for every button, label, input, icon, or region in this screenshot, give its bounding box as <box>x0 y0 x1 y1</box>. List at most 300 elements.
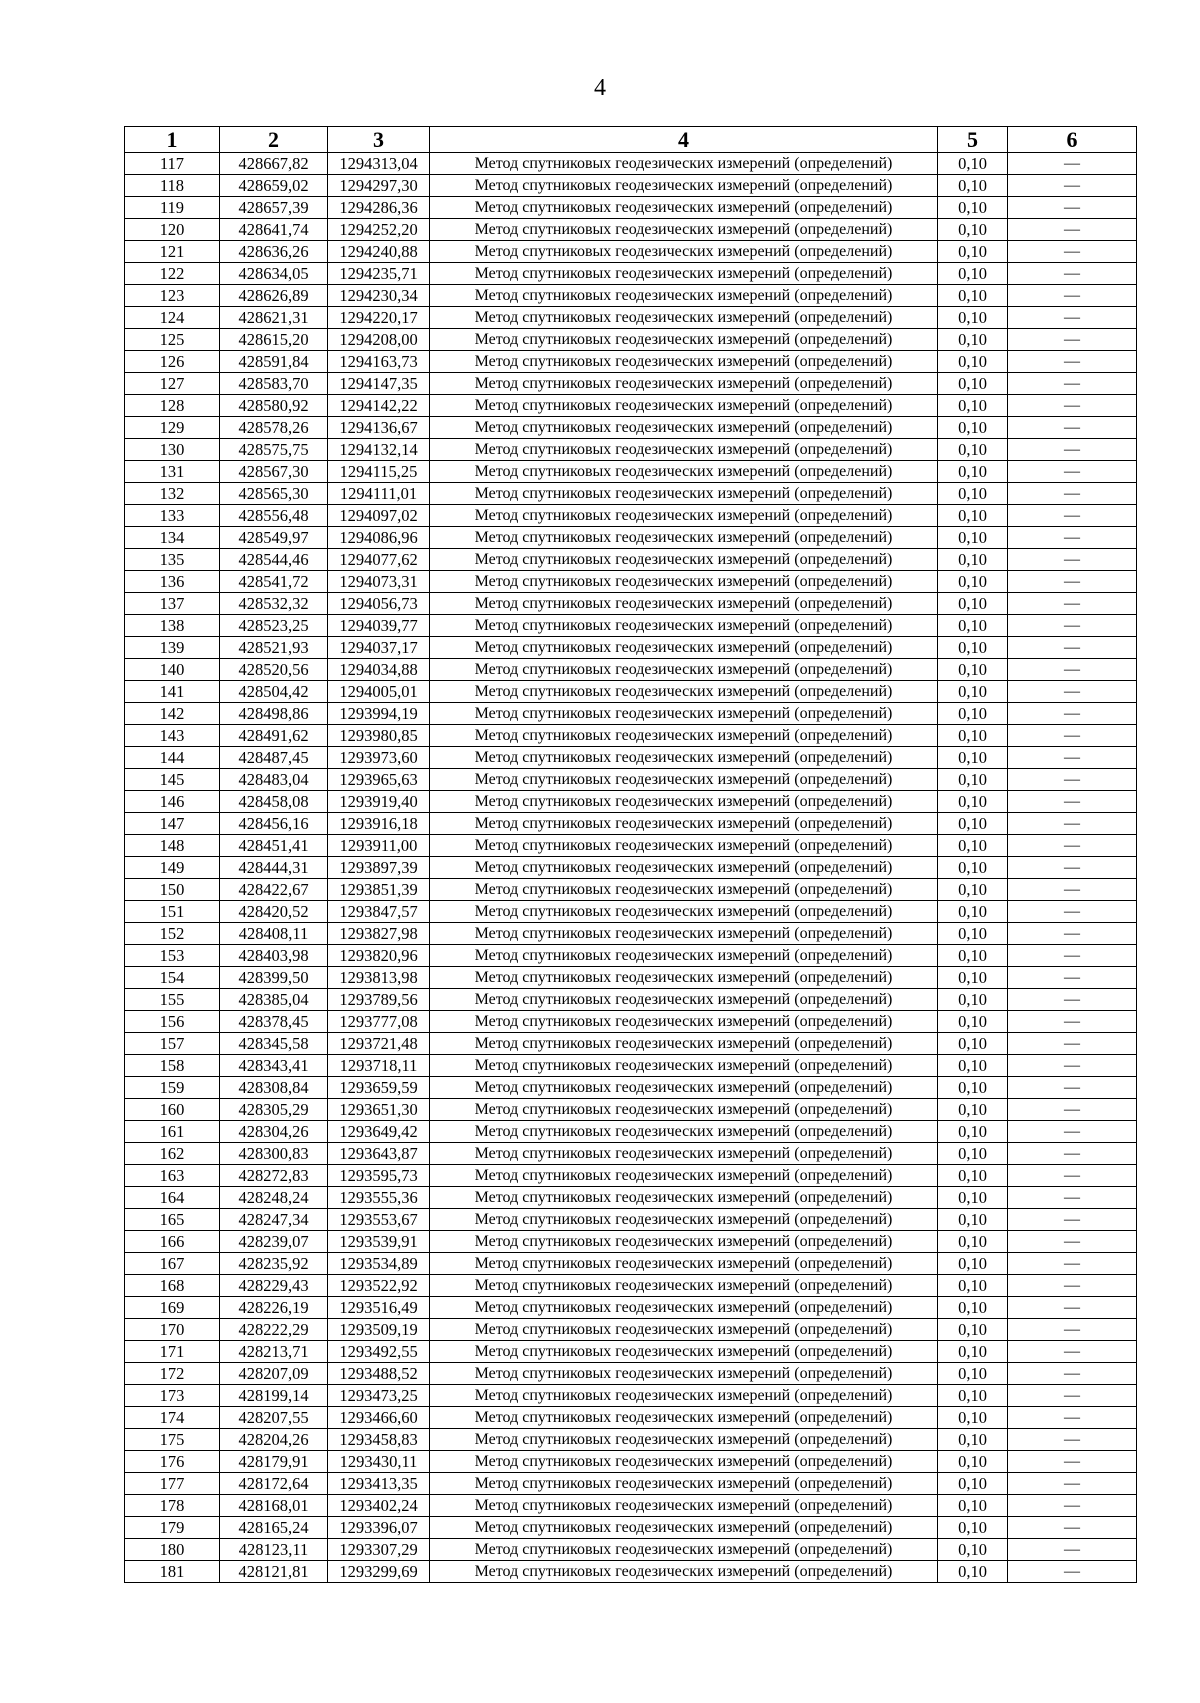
accuracy-cell: 0,10 <box>938 1077 1008 1099</box>
y-coordinate-cell: 1293555,36 <box>328 1187 430 1209</box>
note-cell: — <box>1008 1187 1137 1209</box>
point-number-cell: 128 <box>125 395 220 417</box>
method-cell: Метод спутниковых геодезических измерений (определений) <box>430 791 938 813</box>
table-row <box>125 659 1137 681</box>
x-coordinate-cell: 428667,82 <box>220 153 328 175</box>
point-number-cell: 125 <box>125 329 220 351</box>
x-coordinate-cell: 428578,26 <box>220 417 328 439</box>
accuracy-cell: 0,10 <box>938 835 1008 857</box>
note-cell: — <box>1008 747 1137 769</box>
y-coordinate-cell: 1294313,04 <box>328 153 430 175</box>
x-coordinate-cell: 428343,41 <box>220 1055 328 1077</box>
accuracy-cell: 0,10 <box>938 813 1008 835</box>
table-row <box>125 703 1137 725</box>
y-coordinate-cell: 1293820,96 <box>328 945 430 967</box>
note-cell: — <box>1008 1561 1137 1583</box>
point-number-cell: 131 <box>125 461 220 483</box>
note-cell: — <box>1008 1495 1137 1517</box>
x-coordinate-cell: 428626,89 <box>220 285 328 307</box>
y-coordinate-cell: 1293553,67 <box>328 1209 430 1231</box>
x-coordinate-cell: 428657,39 <box>220 197 328 219</box>
y-coordinate-cell: 1293402,24 <box>328 1495 430 1517</box>
accuracy-cell: 0,10 <box>938 461 1008 483</box>
method-cell: Метод спутниковых геодезических измерений (определений) <box>430 1473 938 1495</box>
accuracy-cell: 0,10 <box>938 505 1008 527</box>
table-row <box>125 593 1137 615</box>
x-coordinate-cell: 428272,83 <box>220 1165 328 1187</box>
note-cell: — <box>1008 439 1137 461</box>
accuracy-cell: 0,10 <box>938 1055 1008 1077</box>
method-cell: Метод спутниковых геодезических измерений (определений) <box>430 395 938 417</box>
method-cell: Метод спутниковых геодезических измерений (определений) <box>430 483 938 505</box>
y-coordinate-cell: 1294286,36 <box>328 197 430 219</box>
point-number-cell: 160 <box>125 1099 220 1121</box>
y-coordinate-cell: 1294111,01 <box>328 483 430 505</box>
x-coordinate-cell: 428520,56 <box>220 659 328 681</box>
accuracy-cell: 0,10 <box>938 439 1008 461</box>
point-number-cell: 127 <box>125 373 220 395</box>
x-coordinate-cell: 428504,42 <box>220 681 328 703</box>
accuracy-cell: 0,10 <box>938 769 1008 791</box>
x-coordinate-cell: 428636,26 <box>220 241 328 263</box>
accuracy-cell: 0,10 <box>938 285 1008 307</box>
method-cell: Метод спутниковых геодезических измерений (определений) <box>430 703 938 725</box>
table-row <box>125 1121 1137 1143</box>
method-cell: Метод спутниковых геодезических измерений (определений) <box>430 197 938 219</box>
method-cell: Метод спутниковых геодезических измерений (определений) <box>430 835 938 857</box>
y-coordinate-cell: 1294230,34 <box>328 285 430 307</box>
note-cell: — <box>1008 1011 1137 1033</box>
note-cell: — <box>1008 1341 1137 1363</box>
x-coordinate-cell: 428422,67 <box>220 879 328 901</box>
y-coordinate-cell: 1293539,91 <box>328 1231 430 1253</box>
point-number-cell: 140 <box>125 659 220 681</box>
point-number-cell: 161 <box>125 1121 220 1143</box>
note-cell: — <box>1008 725 1137 747</box>
table-row <box>125 285 1137 307</box>
accuracy-cell: 0,10 <box>938 1473 1008 1495</box>
table-row <box>125 153 1137 175</box>
note-cell: — <box>1008 681 1137 703</box>
note-cell: — <box>1008 1407 1137 1429</box>
x-coordinate-cell: 428420,52 <box>220 901 328 923</box>
point-number-cell: 171 <box>125 1341 220 1363</box>
y-coordinate-cell: 1293973,60 <box>328 747 430 769</box>
method-cell: Метод спутниковых геодезических измерений (определений) <box>430 615 938 637</box>
method-cell: Метод спутниковых геодезических измерений (определений) <box>430 967 938 989</box>
y-coordinate-cell: 1294077,62 <box>328 549 430 571</box>
note-cell: — <box>1008 945 1137 967</box>
y-coordinate-cell: 1293847,57 <box>328 901 430 923</box>
accuracy-cell: 0,10 <box>938 571 1008 593</box>
note-cell: — <box>1008 307 1137 329</box>
accuracy-cell: 0,10 <box>938 175 1008 197</box>
point-number-cell: 138 <box>125 615 220 637</box>
table-row <box>125 835 1137 857</box>
point-number-cell: 156 <box>125 1011 220 1033</box>
y-coordinate-cell: 1293509,19 <box>328 1319 430 1341</box>
y-coordinate-cell: 1293965,63 <box>328 769 430 791</box>
table-row <box>125 1297 1137 1319</box>
method-cell: Метод спутниковых геодезических измерений (определений) <box>430 813 938 835</box>
accuracy-cell: 0,10 <box>938 549 1008 571</box>
method-cell: Метод спутниковых геодезических измерений (определений) <box>430 1011 938 1033</box>
y-coordinate-cell: 1293516,49 <box>328 1297 430 1319</box>
table-row <box>125 175 1137 197</box>
y-coordinate-cell: 1293789,56 <box>328 989 430 1011</box>
note-cell: — <box>1008 351 1137 373</box>
accuracy-cell: 0,10 <box>938 659 1008 681</box>
method-cell: Метод спутниковых геодезических измерений (определений) <box>430 593 938 615</box>
table-row <box>125 1231 1137 1253</box>
accuracy-cell: 0,10 <box>938 747 1008 769</box>
column-header-4: 4 <box>430 127 938 153</box>
y-coordinate-cell: 1293413,35 <box>328 1473 430 1495</box>
accuracy-cell: 0,10 <box>938 879 1008 901</box>
note-cell: — <box>1008 989 1137 1011</box>
accuracy-cell: 0,10 <box>938 1231 1008 1253</box>
point-number-cell: 122 <box>125 263 220 285</box>
table-row <box>125 769 1137 791</box>
table-row <box>125 1033 1137 1055</box>
note-cell: — <box>1008 417 1137 439</box>
method-cell: Метод спутниковых геодезических измерений (определений) <box>430 263 938 285</box>
point-number-cell: 124 <box>125 307 220 329</box>
table-row <box>125 1451 1137 1473</box>
point-number-cell: 129 <box>125 417 220 439</box>
method-cell: Метод спутниковых геодезических измерений (определений) <box>430 945 938 967</box>
note-cell: — <box>1008 197 1137 219</box>
y-coordinate-cell: 1293473,25 <box>328 1385 430 1407</box>
note-cell: — <box>1008 549 1137 571</box>
note-cell: — <box>1008 967 1137 989</box>
x-coordinate-cell: 428444,31 <box>220 857 328 879</box>
point-number-cell: 153 <box>125 945 220 967</box>
note-cell: — <box>1008 923 1137 945</box>
method-cell: Метод спутниковых геодезических измерений (определений) <box>430 329 938 351</box>
method-cell: Метод спутниковых геодезических измерений (определений) <box>430 769 938 791</box>
x-coordinate-cell: 428300,83 <box>220 1143 328 1165</box>
method-cell: Метод спутниковых геодезических измерений (определений) <box>430 1407 938 1429</box>
method-cell: Метод спутниковых геодезических измерений (определений) <box>430 439 938 461</box>
method-cell: Метод спутниковых геодезических измерений (определений) <box>430 219 938 241</box>
point-number-cell: 143 <box>125 725 220 747</box>
point-number-cell: 159 <box>125 1077 220 1099</box>
accuracy-cell: 0,10 <box>938 1385 1008 1407</box>
y-coordinate-cell: 1294039,77 <box>328 615 430 637</box>
point-number-cell: 142 <box>125 703 220 725</box>
y-coordinate-cell: 1294005,01 <box>328 681 430 703</box>
accuracy-cell: 0,10 <box>938 681 1008 703</box>
point-number-cell: 166 <box>125 1231 220 1253</box>
x-coordinate-cell: 428172,64 <box>220 1473 328 1495</box>
x-coordinate-cell: 428304,26 <box>220 1121 328 1143</box>
method-cell: Метод спутниковых геодезических измерений (определений) <box>430 1165 938 1187</box>
accuracy-cell: 0,10 <box>938 329 1008 351</box>
x-coordinate-cell: 428408,11 <box>220 923 328 945</box>
method-cell: Метод спутниковых геодезических измерений (определений) <box>430 307 938 329</box>
point-number-cell: 152 <box>125 923 220 945</box>
accuracy-cell: 0,10 <box>938 593 1008 615</box>
x-coordinate-cell: 428235,92 <box>220 1253 328 1275</box>
x-coordinate-cell: 428403,98 <box>220 945 328 967</box>
x-coordinate-cell: 428498,86 <box>220 703 328 725</box>
accuracy-cell: 0,10 <box>938 1451 1008 1473</box>
point-number-cell: 162 <box>125 1143 220 1165</box>
point-number-cell: 126 <box>125 351 220 373</box>
note-cell: — <box>1008 1055 1137 1077</box>
accuracy-cell: 0,10 <box>938 263 1008 285</box>
x-coordinate-cell: 428239,07 <box>220 1231 328 1253</box>
x-coordinate-cell: 428634,05 <box>220 263 328 285</box>
table-row <box>125 1275 1137 1297</box>
point-number-cell: 130 <box>125 439 220 461</box>
point-number-cell: 176 <box>125 1451 220 1473</box>
point-number-cell: 168 <box>125 1275 220 1297</box>
point-number-cell: 136 <box>125 571 220 593</box>
accuracy-cell: 0,10 <box>938 901 1008 923</box>
accuracy-cell: 0,10 <box>938 615 1008 637</box>
y-coordinate-cell: 1293307,29 <box>328 1539 430 1561</box>
note-cell: — <box>1008 329 1137 351</box>
accuracy-cell: 0,10 <box>938 219 1008 241</box>
method-cell: Метод спутниковых геодезических измерений (определений) <box>430 1451 938 1473</box>
method-cell: Метод спутниковых геодезических измерений (определений) <box>430 1517 938 1539</box>
y-coordinate-cell: 1293916,18 <box>328 813 430 835</box>
y-coordinate-cell: 1293827,98 <box>328 923 430 945</box>
y-coordinate-cell: 1293651,30 <box>328 1099 430 1121</box>
y-coordinate-cell: 1294056,73 <box>328 593 430 615</box>
x-coordinate-cell: 428456,16 <box>220 813 328 835</box>
note-cell: — <box>1008 505 1137 527</box>
table-row <box>125 1011 1137 1033</box>
table-row <box>125 483 1137 505</box>
table-row <box>125 791 1137 813</box>
y-coordinate-cell: 1294073,31 <box>328 571 430 593</box>
y-coordinate-cell: 1293994,19 <box>328 703 430 725</box>
accuracy-cell: 0,10 <box>938 1253 1008 1275</box>
y-coordinate-cell: 1294240,88 <box>328 241 430 263</box>
note-cell: — <box>1008 241 1137 263</box>
point-number-cell: 173 <box>125 1385 220 1407</box>
note-cell: — <box>1008 373 1137 395</box>
x-coordinate-cell: 428247,34 <box>220 1209 328 1231</box>
y-coordinate-cell: 1293643,87 <box>328 1143 430 1165</box>
x-coordinate-cell: 428168,01 <box>220 1495 328 1517</box>
method-cell: Метод спутниковых геодезических измерений (определений) <box>430 373 938 395</box>
point-number-cell: 175 <box>125 1429 220 1451</box>
method-cell: Метод спутниковых геодезических измерений (определений) <box>430 879 938 901</box>
method-cell: Метод спутниковых геодезических измерений (определений) <box>430 241 938 263</box>
method-cell: Метод спутниковых геодезических измерений (определений) <box>430 1099 938 1121</box>
point-number-cell: 154 <box>125 967 220 989</box>
x-coordinate-cell: 428575,75 <box>220 439 328 461</box>
method-cell: Метод спутниковых геодезических измерений (определений) <box>430 681 938 703</box>
point-number-cell: 118 <box>125 175 220 197</box>
accuracy-cell: 0,10 <box>938 1275 1008 1297</box>
accuracy-cell: 0,10 <box>938 1539 1008 1561</box>
accuracy-cell: 0,10 <box>938 1517 1008 1539</box>
y-coordinate-cell: 1293458,83 <box>328 1429 430 1451</box>
x-coordinate-cell: 428541,72 <box>220 571 328 593</box>
accuracy-cell: 0,10 <box>938 1407 1008 1429</box>
note-cell: — <box>1008 1451 1137 1473</box>
table-row <box>125 1517 1137 1539</box>
accuracy-cell: 0,10 <box>938 1297 1008 1319</box>
x-coordinate-cell: 428458,08 <box>220 791 328 813</box>
point-number-cell: 149 <box>125 857 220 879</box>
y-coordinate-cell: 1294142,22 <box>328 395 430 417</box>
x-coordinate-cell: 428165,24 <box>220 1517 328 1539</box>
point-number-cell: 165 <box>125 1209 220 1231</box>
coordinates-table <box>124 126 1137 1583</box>
method-cell: Метод спутниковых геодезических измерений (определений) <box>430 1341 938 1363</box>
method-cell: Метод спутниковых геодезических измерений (определений) <box>430 923 938 945</box>
point-number-cell: 177 <box>125 1473 220 1495</box>
table-row <box>125 901 1137 923</box>
note-cell: — <box>1008 615 1137 637</box>
note-cell: — <box>1008 175 1137 197</box>
point-number-cell: 169 <box>125 1297 220 1319</box>
point-number-cell: 170 <box>125 1319 220 1341</box>
y-coordinate-cell: 1294147,35 <box>328 373 430 395</box>
table-row <box>125 1539 1137 1561</box>
method-cell: Метод спутниковых геодезических измерений (определений) <box>430 461 938 483</box>
y-coordinate-cell: 1293466,60 <box>328 1407 430 1429</box>
x-coordinate-cell: 428385,04 <box>220 989 328 1011</box>
y-coordinate-cell: 1294235,71 <box>328 263 430 285</box>
note-cell: — <box>1008 703 1137 725</box>
table-row <box>125 1341 1137 1363</box>
table-row <box>125 923 1137 945</box>
point-number-cell: 164 <box>125 1187 220 1209</box>
column-header-5: 5 <box>938 127 1008 153</box>
method-cell: Метод спутниковых геодезических измерений (определений) <box>430 1055 938 1077</box>
point-number-cell: 120 <box>125 219 220 241</box>
table-row <box>125 1561 1137 1583</box>
table-row <box>125 1473 1137 1495</box>
x-coordinate-cell: 428378,45 <box>220 1011 328 1033</box>
method-cell: Метод спутниковых геодезических измерений (определений) <box>430 1495 938 1517</box>
x-coordinate-cell: 428544,46 <box>220 549 328 571</box>
accuracy-cell: 0,10 <box>938 1429 1008 1451</box>
note-cell: — <box>1008 659 1137 681</box>
x-coordinate-cell: 428615,20 <box>220 329 328 351</box>
table-row <box>125 549 1137 571</box>
method-cell: Метод спутниковых геодезических измерений (определений) <box>430 1319 938 1341</box>
point-number-cell: 148 <box>125 835 220 857</box>
x-coordinate-cell: 428345,58 <box>220 1033 328 1055</box>
table-row <box>125 879 1137 901</box>
note-cell: — <box>1008 1319 1137 1341</box>
y-coordinate-cell: 1294208,00 <box>328 329 430 351</box>
accuracy-cell: 0,10 <box>938 703 1008 725</box>
note-cell: — <box>1008 483 1137 505</box>
accuracy-cell: 0,10 <box>938 1033 1008 1055</box>
point-number-cell: 147 <box>125 813 220 835</box>
x-coordinate-cell: 428621,31 <box>220 307 328 329</box>
method-cell: Метод спутниковых геодезических измерений (определений) <box>430 549 938 571</box>
y-coordinate-cell: 1294097,02 <box>328 505 430 527</box>
accuracy-cell: 0,10 <box>938 307 1008 329</box>
point-number-cell: 179 <box>125 1517 220 1539</box>
accuracy-cell: 0,10 <box>938 1561 1008 1583</box>
table-row <box>125 373 1137 395</box>
method-cell: Метод спутниковых геодезических измерений (определений) <box>430 527 938 549</box>
y-coordinate-cell: 1293649,42 <box>328 1121 430 1143</box>
accuracy-cell: 0,10 <box>938 725 1008 747</box>
x-coordinate-cell: 428549,97 <box>220 527 328 549</box>
x-coordinate-cell: 428521,93 <box>220 637 328 659</box>
table-row <box>125 967 1137 989</box>
accuracy-cell: 0,10 <box>938 153 1008 175</box>
y-coordinate-cell: 1293396,07 <box>328 1517 430 1539</box>
note-cell: — <box>1008 835 1137 857</box>
note-cell: — <box>1008 571 1137 593</box>
y-coordinate-cell: 1293718,11 <box>328 1055 430 1077</box>
y-coordinate-cell: 1294086,96 <box>328 527 430 549</box>
accuracy-cell: 0,10 <box>938 1209 1008 1231</box>
note-cell: — <box>1008 1473 1137 1495</box>
x-coordinate-cell: 428179,91 <box>220 1451 328 1473</box>
note-cell: — <box>1008 263 1137 285</box>
x-coordinate-cell: 428580,92 <box>220 395 328 417</box>
method-cell: Метод спутниковых геодезических измерений (определений) <box>430 989 938 1011</box>
note-cell: — <box>1008 527 1137 549</box>
accuracy-cell: 0,10 <box>938 989 1008 1011</box>
accuracy-cell: 0,10 <box>938 923 1008 945</box>
method-cell: Метод спутниковых геодезических измерений (определений) <box>430 637 938 659</box>
x-coordinate-cell: 428399,50 <box>220 967 328 989</box>
method-cell: Метод спутниковых геодезических измерений (определений) <box>430 153 938 175</box>
x-coordinate-cell: 428483,04 <box>220 769 328 791</box>
point-number-cell: 155 <box>125 989 220 1011</box>
method-cell: Метод спутниковых геодезических измерений (определений) <box>430 1275 938 1297</box>
table-row <box>125 329 1137 351</box>
note-cell: — <box>1008 153 1137 175</box>
table-row <box>125 307 1137 329</box>
note-cell: — <box>1008 1077 1137 1099</box>
table-row <box>125 1253 1137 1275</box>
x-coordinate-cell: 428565,30 <box>220 483 328 505</box>
note-cell: — <box>1008 1033 1137 1055</box>
note-cell: — <box>1008 1209 1137 1231</box>
note-cell: — <box>1008 1539 1137 1561</box>
y-coordinate-cell: 1294115,25 <box>328 461 430 483</box>
y-coordinate-cell: 1293488,52 <box>328 1363 430 1385</box>
point-number-cell: 123 <box>125 285 220 307</box>
table-row <box>125 197 1137 219</box>
column-header-2: 2 <box>220 127 328 153</box>
note-cell: — <box>1008 1275 1137 1297</box>
method-cell: Метод спутниковых геодезических измерений (определений) <box>430 285 938 307</box>
column-header-3: 3 <box>328 127 430 153</box>
note-cell: — <box>1008 769 1137 791</box>
accuracy-cell: 0,10 <box>938 1319 1008 1341</box>
x-coordinate-cell: 428123,11 <box>220 1539 328 1561</box>
note-cell: — <box>1008 637 1137 659</box>
note-cell: — <box>1008 1165 1137 1187</box>
note-cell: — <box>1008 1231 1137 1253</box>
y-coordinate-cell: 1293911,00 <box>328 835 430 857</box>
table-row <box>125 681 1137 703</box>
accuracy-cell: 0,10 <box>938 1099 1008 1121</box>
y-coordinate-cell: 1293522,92 <box>328 1275 430 1297</box>
point-number-cell: 145 <box>125 769 220 791</box>
point-number-cell: 150 <box>125 879 220 901</box>
accuracy-cell: 0,10 <box>938 1187 1008 1209</box>
accuracy-cell: 0,10 <box>938 967 1008 989</box>
